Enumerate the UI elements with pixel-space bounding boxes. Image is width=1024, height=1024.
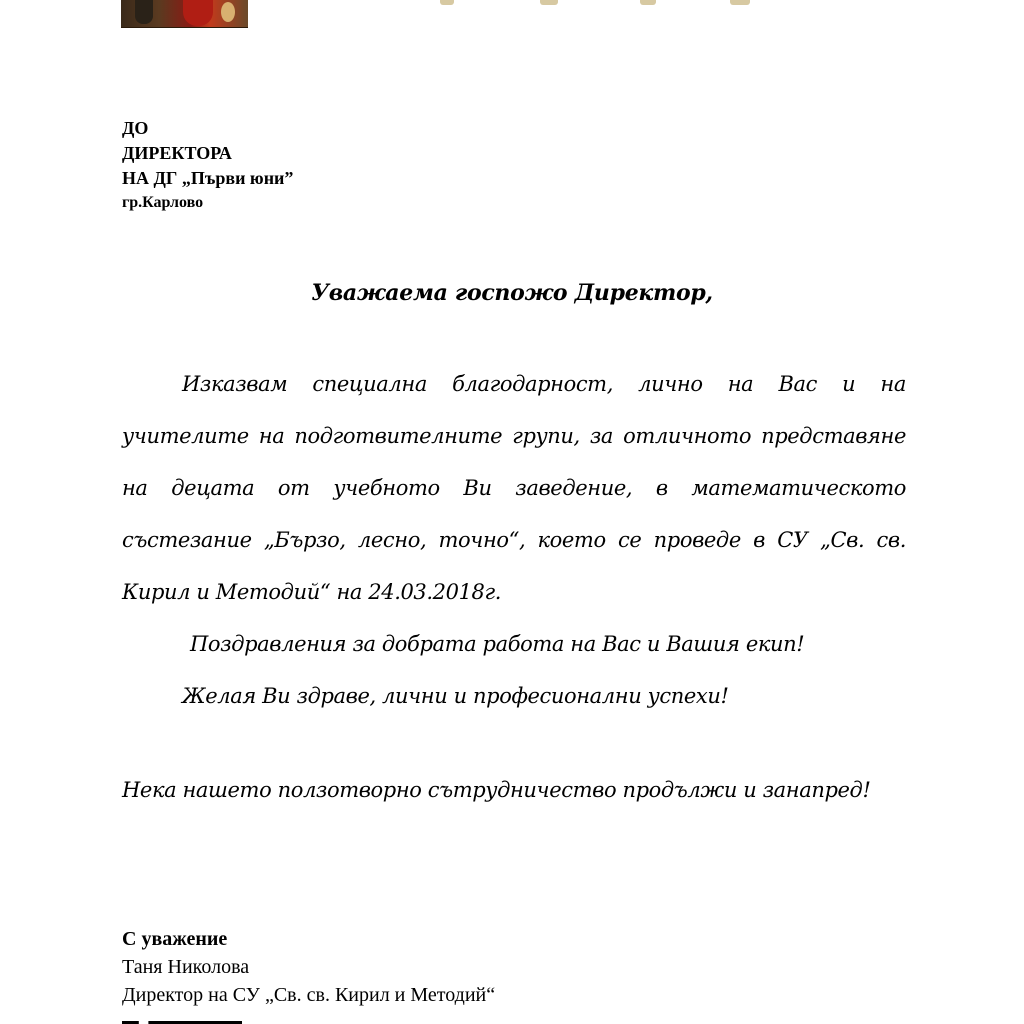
logo-figure-center bbox=[183, 0, 213, 26]
cropped-text-line bbox=[122, 1014, 242, 1024]
logo-figure-left bbox=[135, 0, 153, 24]
header-decoration bbox=[440, 0, 760, 6]
body-paragraph-wishes: Желая Ви здраве, лични и професионални успехи! bbox=[182, 684, 729, 708]
addressee-line-3: НА ДГ „Първи юни” bbox=[122, 168, 294, 188]
letter-body bbox=[122, 358, 906, 722]
signature-name: Таня Николова bbox=[122, 956, 250, 978]
body-paragraph-congratulations: Поздравления за добрата работа на Вас и Вашия екип! bbox=[190, 632, 805, 656]
signature-block bbox=[122, 925, 495, 1009]
addressee-city: гр.Карлово bbox=[122, 194, 204, 211]
addressee-line-2: ДИРЕКТОРА bbox=[122, 143, 232, 163]
signature-regards: С уважение bbox=[122, 928, 228, 950]
school-logo-image bbox=[121, 0, 248, 28]
logo-figure-right bbox=[221, 2, 235, 22]
closing-wish: Нека нашето ползотворно сътрудничество продължи и занапред! bbox=[122, 778, 871, 802]
salutation: Уважаема госпожо Директор, bbox=[311, 280, 713, 306]
signature-position: Директор на СУ „Св. св. Кирил и Методий“ bbox=[122, 984, 496, 1006]
addressee-block bbox=[122, 116, 293, 215]
body-paragraph-thanks: Изказвам специална благодарност, лично на Вас и на учителите на подготвителните групи, за отличното представяне на децата от учебното Ви заведение, в математическото състезание „Бързо, лесно, точно“, което се проведе в СУ „Св. св. Кирил и Методий“ на 24.03.2018г. bbox=[122, 372, 906, 604]
addressee-line-1: ДО bbox=[122, 118, 149, 138]
